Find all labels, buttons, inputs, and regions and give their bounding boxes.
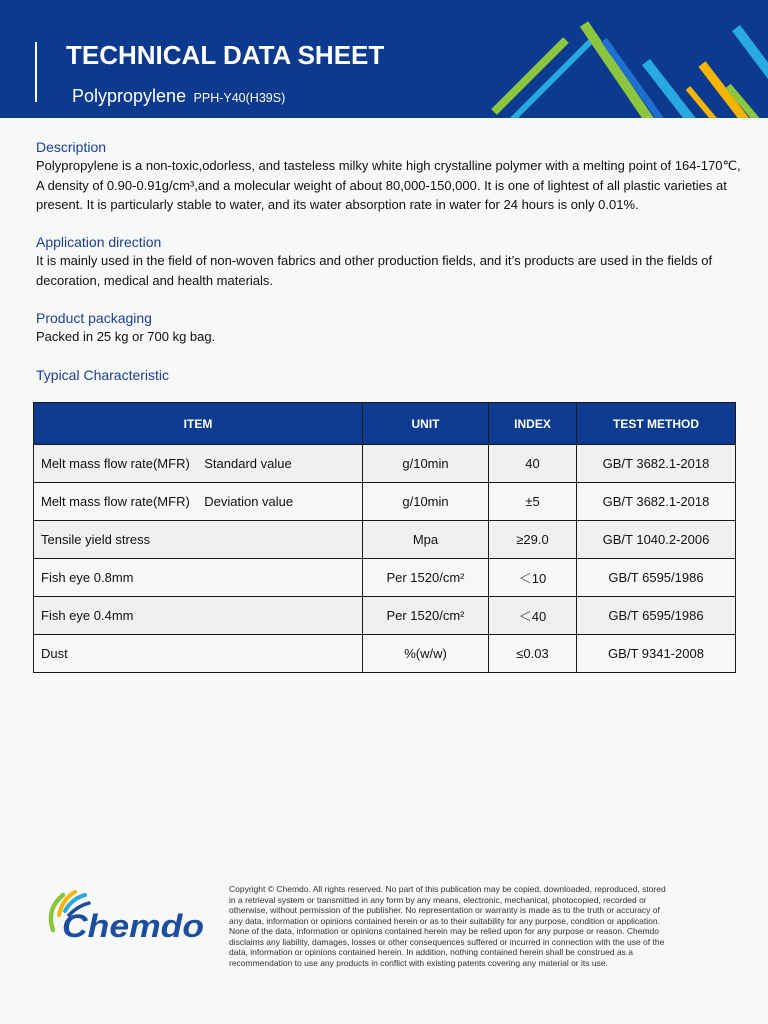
- cell-test-method: GB/T 6595/1986: [577, 597, 736, 635]
- application-text: [36, 251, 712, 290]
- header-banner: [0, 0, 768, 118]
- stripe-yellow: [688, 88, 718, 118]
- cell-test-method: GB/T 1040.2-2006: [577, 521, 736, 559]
- description-line: A density of 0.90-0.91g/cm³,and a molecular weight of about 80,000-150,000. It is one of lightest of all plastic varieties at: [36, 177, 727, 193]
- cell-test-method: GB/T 3682.1-2018: [577, 483, 736, 521]
- cell-test-method: GB/T 6595/1986: [577, 559, 736, 597]
- cell-item: Fish eye 0.8mm: [34, 559, 363, 597]
- copyright-notice: [229, 884, 666, 968]
- copyright-line: None of the data, information or opinions contained herein may be relied upon for any purpose or reason. Chemdo: [229, 926, 659, 936]
- cell-item: Melt mass flow rate(MFR) Deviation value: [34, 483, 363, 521]
- cell-item: Melt mass flow rate(MFR) Standard value: [34, 445, 363, 483]
- table-row: [34, 635, 736, 673]
- column-header-item: ITEM: [34, 403, 363, 445]
- stripe-green: [584, 24, 652, 118]
- table-row: [34, 445, 736, 483]
- cell-index: ＜40: [489, 597, 577, 635]
- column-header-index: INDEX: [489, 403, 577, 445]
- product-subtitle: [72, 85, 285, 109]
- description-text: [36, 156, 741, 215]
- column-header-unit: UNIT: [363, 403, 489, 445]
- table-row: [34, 597, 736, 635]
- document-title: TECHNICAL DATA SHEET: [66, 40, 385, 70]
- characteristics-table: [33, 402, 736, 673]
- chemdo-logo: [46, 884, 210, 944]
- copyright-line: disclaims any liability, damages, losses or other consequences suffered or incurred in connection with the use of the: [229, 936, 665, 947]
- cell-unit: Per 1520/cm²: [363, 559, 489, 597]
- logo-wordmark: Chemdo: [62, 908, 204, 944]
- copyright-line: any data, information or opinions contained herein or as to their suitability for any purpose, condition or application.: [229, 915, 660, 926]
- cell-item: Tensile yield stress: [34, 521, 363, 559]
- description-line: present. It is particularly stable to water, and its water absorption rate in water for 24 hours is only 0.01%.: [36, 197, 639, 212]
- copyright-line: otherwise, without permission of the publisher. No representation or warranty is made as to the truth or accuracy of: [229, 905, 660, 915]
- packaging-line: Packed in 25 kg or 700 kg bag.: [36, 329, 216, 344]
- cell-index: ≥29.0: [489, 521, 577, 559]
- cell-index: ±5: [489, 483, 577, 521]
- header-divider: [35, 42, 37, 102]
- packaging-heading: Product packaging: [36, 310, 152, 326]
- copyright-line: Copyright © Chemdo. All rights reserved. No part of this publication may be copied, downloaded, reproduced, stored: [229, 884, 666, 894]
- table-row: [34, 483, 736, 521]
- description-heading: Description: [36, 139, 107, 155]
- cell-index: ≤0.03: [489, 635, 577, 673]
- copyright-line: in a retrieval system or transmitted in any form by any means, electronic, mechanical, photocopied, recorded or: [229, 894, 647, 905]
- table-row: [34, 521, 736, 559]
- cell-test-method: GB/T 9341-2008: [577, 635, 736, 673]
- cell-item: Dust: [34, 635, 363, 673]
- cell-unit: g/10min: [363, 483, 489, 521]
- typical-characteristic-heading: Typical Characteristic: [36, 367, 170, 383]
- application-line: It is mainly used in the field of non-woven fabrics and other production fields, and it’s products are used in the fields of: [36, 253, 713, 268]
- copyright-line: recommendation to use any products in conflict with existing patents covering any material or its use.: [229, 957, 608, 968]
- cell-unit: Per 1520/cm²: [363, 597, 489, 635]
- application-line: decoration, medical and health materials.: [36, 272, 274, 288]
- cell-test-method: GB/T 3682.1-2018: [577, 445, 736, 483]
- cell-index: ＜10: [489, 559, 577, 597]
- table-row: [34, 559, 736, 597]
- description-line: Polypropylene is a non-toxic,odorless, and tasteless milky white high crystalline polymer with a melting point of 164-170℃,: [36, 158, 741, 173]
- packaging-text: [36, 327, 215, 347]
- application-heading: Application direction: [36, 234, 162, 250]
- product-grade: PPH-Y40(H39S): [193, 91, 286, 105]
- cell-item: Fish eye 0.4mm: [34, 597, 363, 635]
- column-header-test-method: TEST METHOD: [577, 403, 736, 445]
- stripe-light-blue: [736, 28, 768, 76]
- cell-unit: Mpa: [363, 521, 489, 559]
- product-name: Polypropylene: [72, 86, 187, 106]
- cell-unit: g/10min: [363, 445, 489, 483]
- table-header-row: [34, 403, 736, 445]
- cell-unit: %(w/w): [363, 635, 489, 673]
- cell-index: 40: [489, 445, 577, 483]
- copyright-line: data, information or opinions contained herein. In addition, nothing contained herein shall be construed as a: [229, 947, 634, 957]
